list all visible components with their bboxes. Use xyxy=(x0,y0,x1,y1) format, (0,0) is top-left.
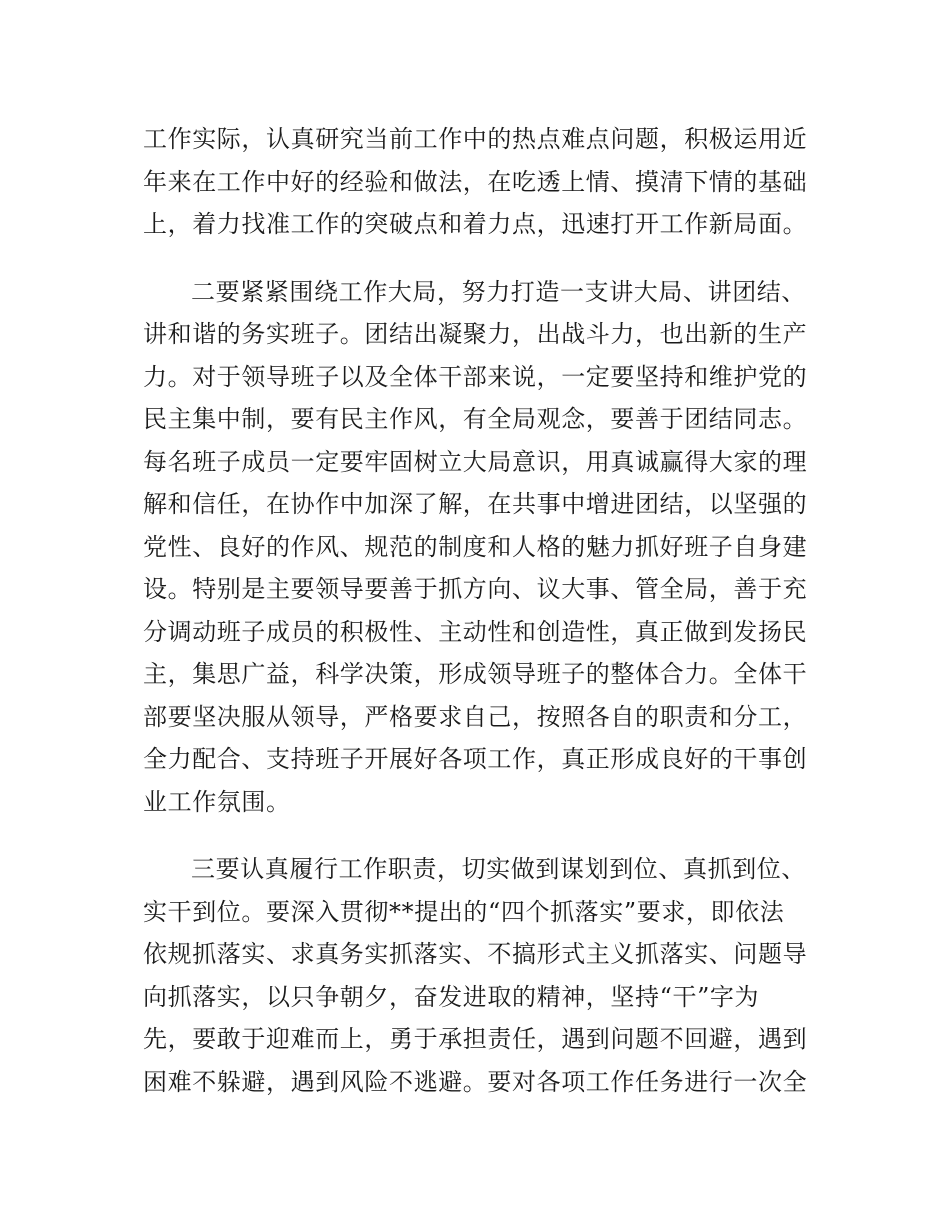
text-line: 向抓落实，以只争朝夕，奋发进取的精神，坚持“干”字为 xyxy=(143,982,760,1011)
text-line: 主，集思广益，科学决策，形成领导班子的整体合力。全体干 xyxy=(143,660,808,688)
paragraph-3 xyxy=(143,848,813,1103)
text-line: 设。特别是主要领导要善于抓方向、议大事、管全局，善于充 xyxy=(143,575,808,603)
paragraph-2 xyxy=(143,271,813,824)
text-line: 年来在工作中好的经验和做法，在吃透上情、摸清下情的基础 xyxy=(143,167,808,196)
text-line: 讲和谐的务实班子。团结出凝聚力，出战斗力，也出新的生产 xyxy=(143,320,808,348)
text-line: 困难不躲避，遇到风险不逃避。要对各项工作任务进行一次全 xyxy=(143,1067,808,1096)
text-line: 依规抓落实、求真务实抓落实、不搞形式主义抓落实、问题导 xyxy=(143,940,808,968)
text-line: 分调动班子成员的积极性、主动性和创造性，真正做到发扬民 xyxy=(143,617,808,646)
text-line: 部要坚决服从领导，严格要求自己，按照各自的职责和分工， xyxy=(143,702,808,731)
text-line: 全力配合、支持班子开展好各项工作，真正形成良好的干事创 xyxy=(143,745,808,773)
text-line: 民主集中制，要有民主作风，有全局观念，要善于团结同志。 xyxy=(143,405,808,433)
paragraph-gap xyxy=(143,823,813,848)
text-line: 党性、良好的作风、规范的制度和人格的魅力抓好班子自身建 xyxy=(143,532,808,561)
text-line: 业工作氛围。 xyxy=(143,787,291,816)
text-line: 三要认真履行工作职责，切实做到谋划到位、真抓到位、 xyxy=(191,855,806,883)
text-line: 解和信任，在协作中加深了解，在共事中增进团结，以坚强的 xyxy=(143,490,808,518)
paragraph-gap xyxy=(143,246,813,271)
text-line: 二要紧紧围绕工作大局，努力打造一支讲大局、讲团结、 xyxy=(191,277,806,306)
document-body xyxy=(143,118,813,1103)
text-line: 力。对于领导班子以及全体干部来说，一定要坚持和维护党的 xyxy=(143,362,808,391)
text-line: 上，着力找准工作的突破点和着力点，迅速打开工作新局面。 xyxy=(143,210,808,238)
text-line: 工作实际，认真研究当前工作中的热点难点问题，积极运用近 xyxy=(143,125,808,153)
text-line: 每名班子成员一定要牢固树立大局意识，用真诚赢得大家的理 xyxy=(143,447,808,476)
text-line: 先，要敢于迎难而上，勇于承担责任，遇到问题不回避，遇到 xyxy=(143,1025,808,1053)
text-line: 实干到位。要深入贯彻**提出的“四个抓落实”要求，即依法 xyxy=(143,897,785,926)
paragraph-1 xyxy=(143,118,813,246)
